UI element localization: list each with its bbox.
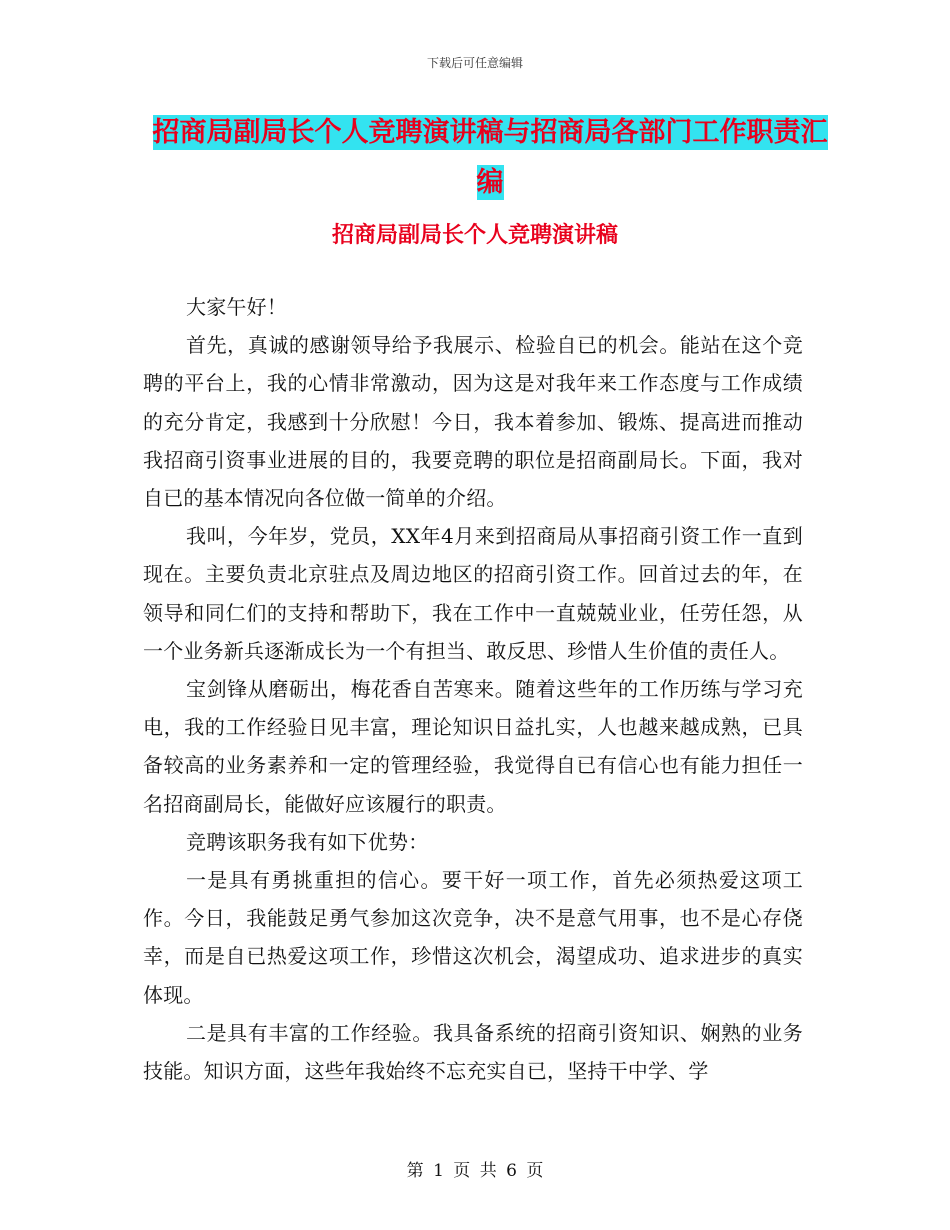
document-body xyxy=(143,288,803,1090)
paragraph: 宝剑锋从磨砺出，梅花香自苦寒来。随着这些年的工作历练与学习充电，我的工作经验日见丰富，理论知识日益扎实，人也越来越成熟，已具备较高的业务素养和一定的管理经验，我觉得自已有信心也有能力担任一名招商副局长，能做好应该履行的职责。 xyxy=(143,677,803,816)
document-title-text: 招商局副局长个人竞聘演讲稿与招商局各部门工作职责汇编 xyxy=(152,117,828,198)
paragraph: 首先，真诚的感谢领导给予我展示、检验自已的机会。能站在这个竞聘的平台上，我的心情非常激动，因为这是对我年来工作态度与工作成绩的充分肯定，我感到十分欣慰！今日，我本着参加、锻炼、提高进而推动我招商引资事业进展的目的，我要竞聘的职位是招商副局长。下面，我对自已的基本情况向各位做一简单的介绍。 xyxy=(143,333,803,511)
paragraph: 二是具有丰富的工作经验。我具备系统的招商引资知识、娴熟的业务技能。知识方面，这些年我始终不忘充实自已，坚持干中学、学 xyxy=(143,1020,803,1084)
document-title xyxy=(150,108,830,208)
page-footer: 第 1 页 共 6 页 xyxy=(406,1161,544,1181)
paragraph: 我叫，今年岁，党员，XX年4月来到招商局从事招商引资工作一直到现在。主要负责北京驻点及周边地区的招商引资工作。回首过去的年，在领导和同仁们的支持和帮助下，我在工作中一直兢兢业业，任劳任怨，从一个业务新兵逐渐成长为一个有担当、敢反思、珍惜人生价值的责任人。 xyxy=(143,524,803,663)
paragraph: 大家午好！ xyxy=(186,295,287,319)
paragraph: 一是具有勇挑重担的信心。要干好一项工作，首先必须热爱这项工作。今日，我能鼓足勇气参加这次竞争，决不是意气用事，也不是心存侥幸，而是自已热爱这项工作，珍惜这次机会，渴望成功、追求进步的真实体现。 xyxy=(143,868,803,1007)
section-title: 招商局副局长个人竞聘演讲稿 xyxy=(331,223,618,248)
header-note: 下载后可任意编辑 xyxy=(426,56,523,70)
paragraph: 竞聘该职务我有如下优势： xyxy=(186,829,429,854)
